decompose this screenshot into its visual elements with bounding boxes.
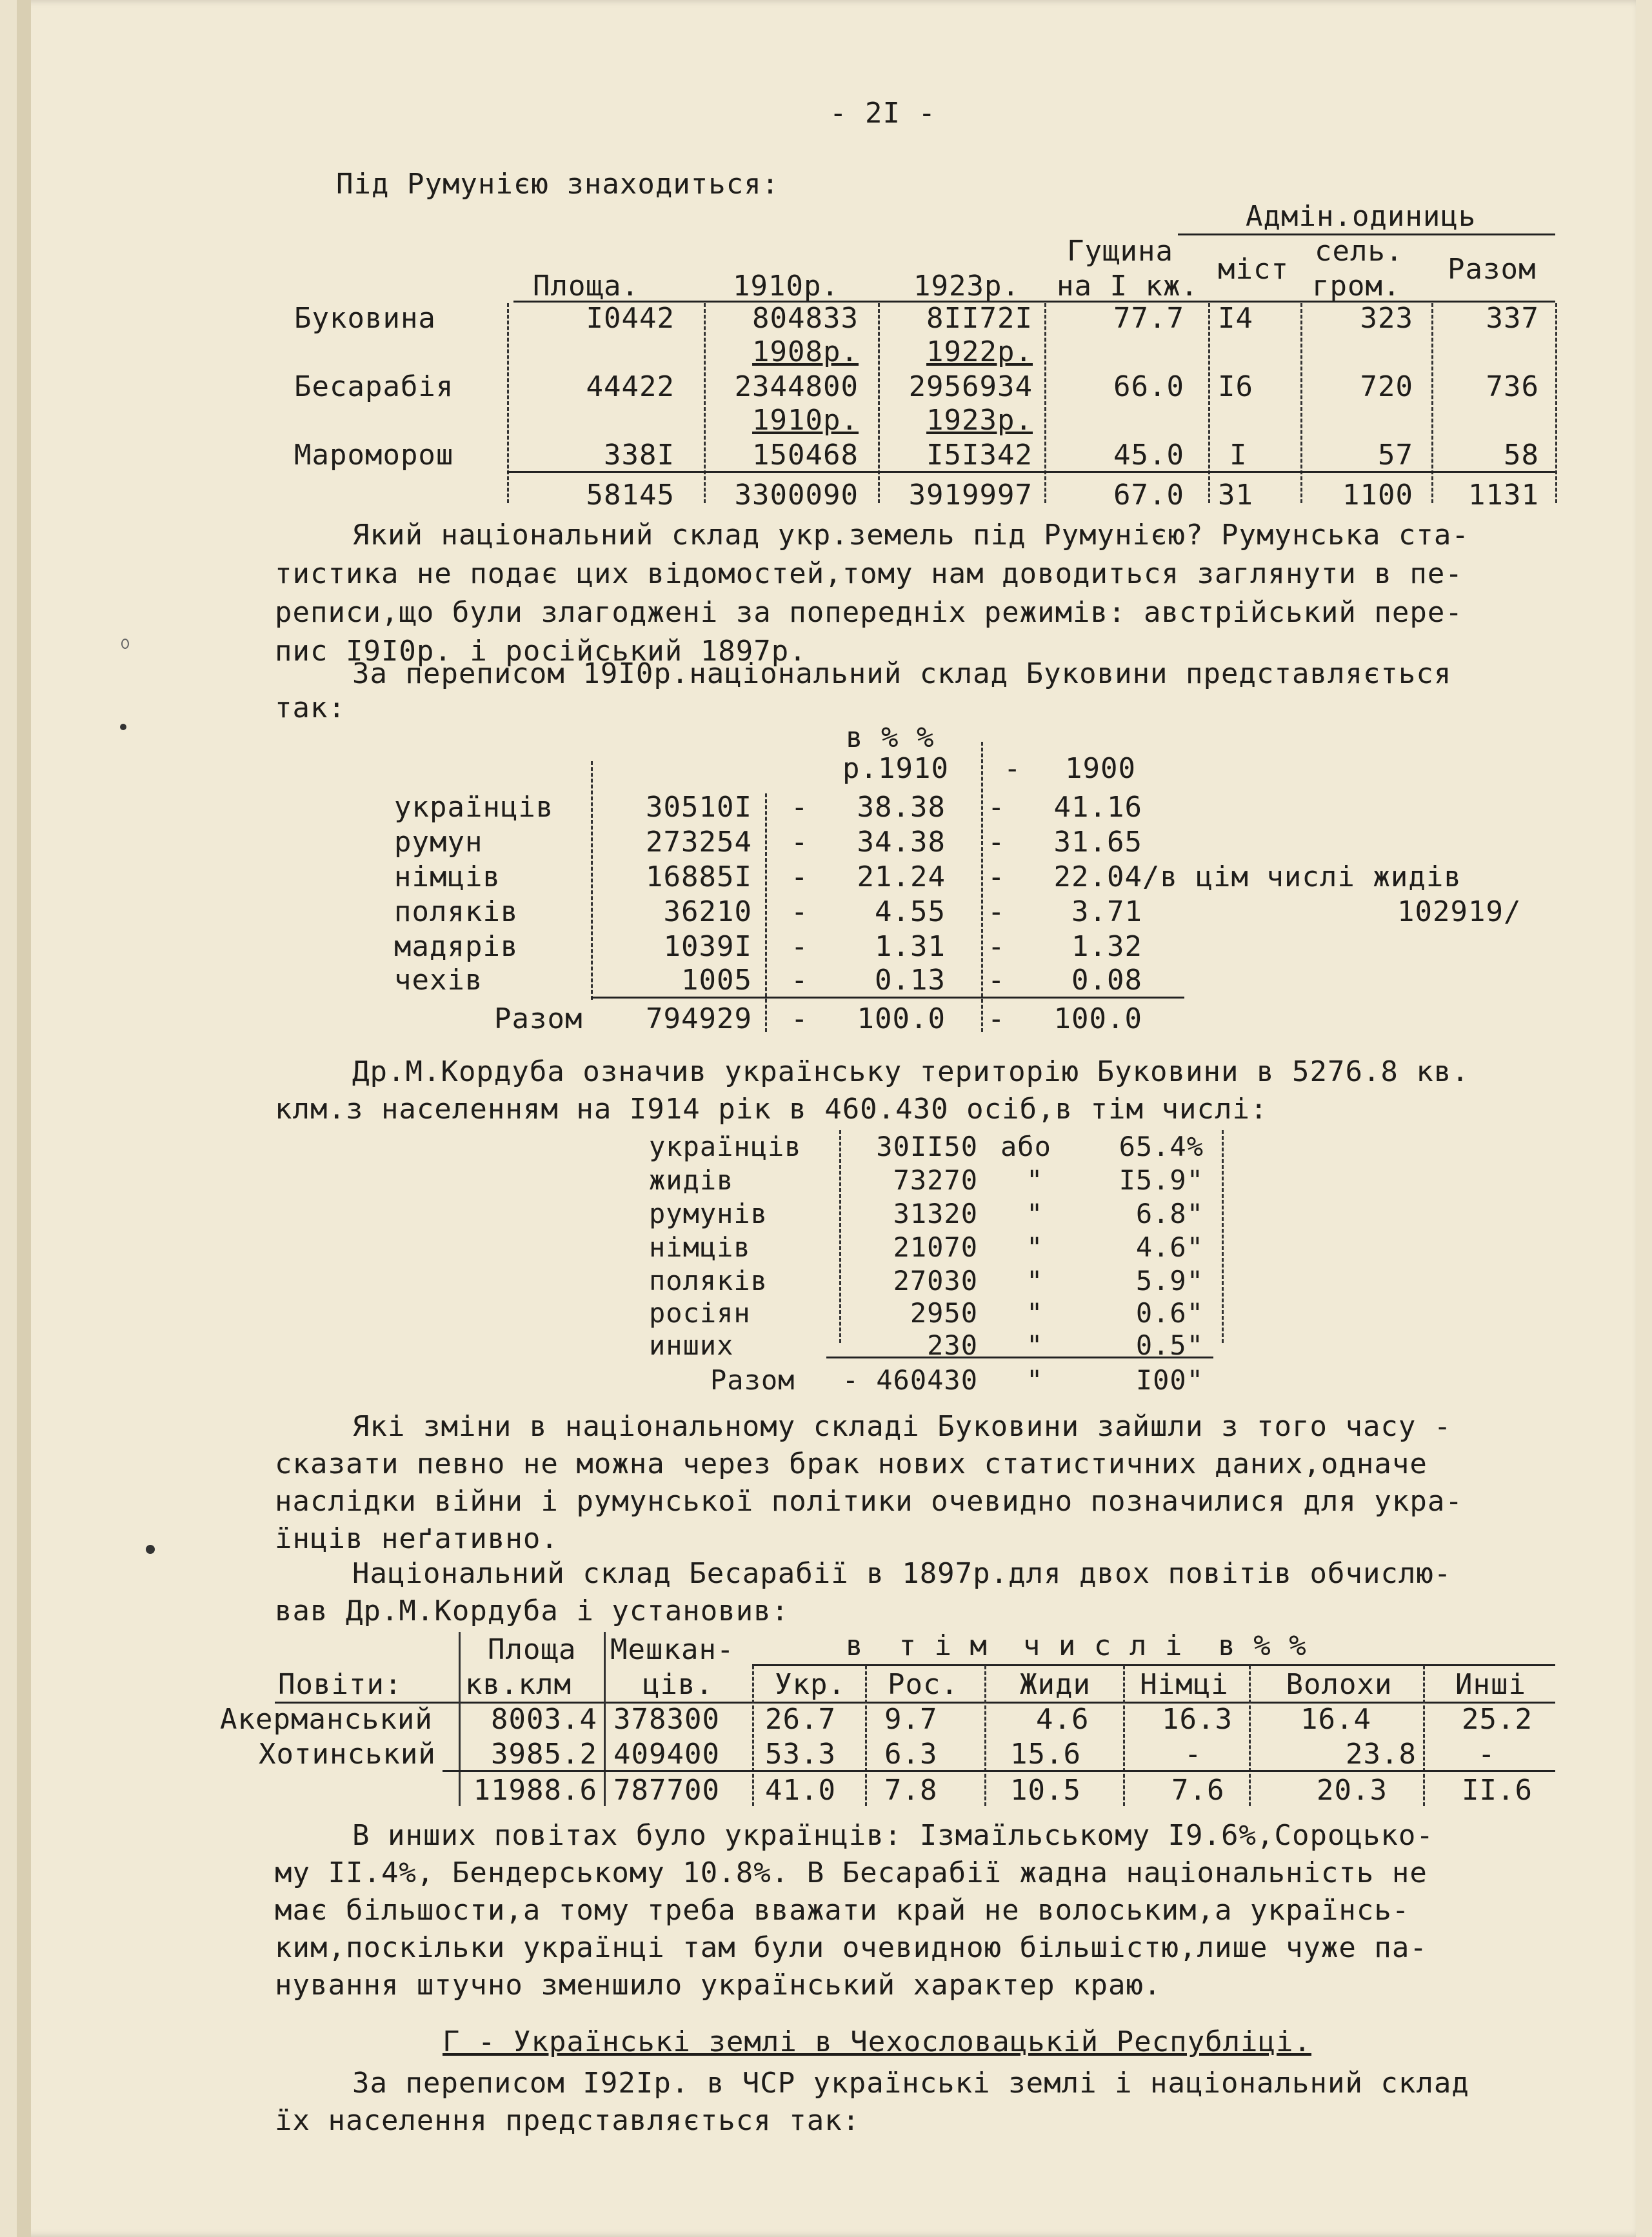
row-jews: 15.6 [1010, 1738, 1081, 1771]
col-header-jews: Жиди [1020, 1668, 1091, 1701]
text-line: так: [275, 691, 346, 724]
row-name: українців [649, 1131, 802, 1162]
total-villages: 1100 [1342, 479, 1413, 512]
row-dash: - [791, 895, 809, 928]
text-line: вав Др.М.Кордуба і установив: [275, 1595, 790, 1627]
total-1910: 3300090 [734, 479, 859, 512]
text-line: їх населення представляється так: [275, 2104, 861, 2137]
total-other: II.6 [1462, 1774, 1533, 1807]
text-line: має більшости,а тому треба вважати край не волоським,а українсь- [275, 1894, 1410, 1927]
row-towns: I [1229, 439, 1248, 472]
pct-header: в % % [846, 721, 935, 754]
total-towns: 31 [1218, 479, 1253, 512]
col-header-pop-1: Мешкан- [610, 1633, 735, 1666]
row-dash: - [988, 791, 1006, 824]
text-line: ким,поскільки українці там були очевидною більшістю,лише чуже па- [275, 1931, 1428, 1964]
total-pct: I00" [1135, 1364, 1204, 1396]
row-p1: 1.31 [875, 930, 946, 963]
text-line: Які зміни в національному складі Буковини зайшли з того часу - [352, 1410, 1452, 1443]
row-num: 31320 [893, 1198, 978, 1229]
col-header-rus: Рос. [888, 1668, 959, 1701]
row-towns: I4 [1218, 302, 1253, 335]
total-vol: 20.3 [1317, 1774, 1388, 1807]
text-line: клм.з населенням на I914 рік в 460.430 осіб,в тім числі: [275, 1093, 1268, 1126]
total-num: 794929 [646, 1002, 752, 1035]
total-density: 67.0 [1113, 479, 1184, 512]
row-num: 30II50 [876, 1131, 978, 1162]
row-density: 77.7 [1113, 302, 1184, 335]
row-1923: I5I342 [926, 439, 1033, 472]
row-name: мадярів [394, 930, 519, 963]
row-towns: I6 [1218, 370, 1253, 403]
row-dash: - [791, 826, 809, 859]
page-number: - 2I - [830, 97, 936, 130]
text-line: В инших повітах було українців: Ізмаїльському I9.6%,Сороцько- [352, 1819, 1434, 1852]
row-pop: 409400 [613, 1738, 720, 1771]
row-area: 338I [604, 439, 675, 472]
text-line: Який національний склад укр.земель під Румунією? Румунська ста- [352, 519, 1469, 552]
row-pop: 378300 [613, 1703, 720, 1736]
total-area: 58145 [586, 479, 675, 512]
row-q: " [1026, 1297, 1044, 1329]
row-name: українців [394, 791, 554, 824]
text-line: сказати певно не можна через брак нових статистичних даних,одначе [275, 1447, 1428, 1480]
total-name: Разом [494, 1002, 583, 1035]
row-area: 44422 [586, 370, 675, 403]
total-rus: 7.8 [884, 1774, 938, 1807]
row-num: 2950 [910, 1297, 978, 1329]
row-villages: 57 [1378, 439, 1413, 472]
row-jews: 4.6 [1036, 1703, 1090, 1736]
col-header-including: в т і м ч и с л і в % % [846, 1629, 1307, 1662]
total-germ: 7.6 [1171, 1774, 1225, 1807]
section-title: Г - Українські землі в Чехословацькій Республіці. [443, 2025, 1312, 2058]
row-area: I0442 [586, 302, 675, 335]
row-year-a: 1908р. [752, 335, 859, 368]
row-p2: 1.32 [1071, 930, 1142, 963]
intro-line: Під Румунією знаходиться: [336, 168, 780, 201]
col-header-density-2: на I кж. [1057, 270, 1199, 303]
row-num: 16885I [646, 860, 752, 893]
row-num: 21070 [893, 1231, 978, 1263]
row-num: 27030 [893, 1265, 978, 1297]
row-name: поляків [394, 895, 519, 928]
row-density: 45.0 [1113, 439, 1184, 472]
total-ukr: 41.0 [765, 1774, 836, 1807]
row-pct: I5.9" [1119, 1164, 1204, 1196]
row-villages: 720 [1360, 370, 1413, 403]
row-dash: - [791, 791, 809, 824]
row-p1: 0.13 [875, 964, 946, 997]
row-name: росіян [649, 1297, 751, 1329]
total-pop: 787700 [613, 1774, 720, 1807]
year-header-1: р.1910 [842, 752, 949, 785]
row-pct: 0.6" [1135, 1297, 1204, 1329]
row-name: чехів [394, 964, 483, 997]
row-pct: 65.4% [1119, 1131, 1204, 1162]
total-area: 11988.6 [473, 1774, 597, 1807]
row-name: жидів [649, 1164, 734, 1196]
row-num: 30510I [646, 791, 752, 824]
jews-note-1: /в цім числі жидів [1142, 860, 1462, 893]
row-p2: 3.71 [1071, 895, 1142, 928]
row-rus: 9.7 [884, 1703, 938, 1736]
jews-note-2: 102919/ [1397, 895, 1522, 928]
row-year-b: 1922р. [926, 335, 1033, 368]
row-vol: 16.4 [1300, 1703, 1371, 1736]
row-p1: 4.55 [875, 895, 946, 928]
col-header-1910: 1910р. [733, 270, 839, 303]
text-line: реписи,що були злагоджені за попередніх режимів: австрійський пере- [275, 596, 1463, 629]
row-name: Буковина [294, 302, 436, 335]
col-header-villages-2: гром. [1312, 270, 1401, 303]
col-header-density-1: Гущина [1067, 235, 1173, 268]
row-density: 66.0 [1113, 370, 1184, 403]
row-name: німців [649, 1231, 751, 1263]
row-name: поляків [649, 1265, 768, 1297]
row-dash: - [988, 930, 1006, 963]
row-name: Хотинський [259, 1738, 436, 1771]
adm-header: Адмін.одиниць [1246, 200, 1477, 233]
col-header-total: Разом [1448, 253, 1537, 286]
row-name: румун [394, 826, 483, 859]
row-pct: 5.9" [1135, 1265, 1204, 1297]
row-p1: 21.24 [857, 860, 946, 893]
col-header-ukr: Укр. [775, 1668, 846, 1701]
margin-mark [146, 1545, 155, 1554]
row-q: " [1026, 1231, 1044, 1263]
row-germ: 16.3 [1162, 1703, 1233, 1736]
row-total: 736 [1486, 370, 1539, 403]
total-p1: 100.0 [857, 1002, 946, 1035]
row-num: 73270 [893, 1164, 978, 1196]
row-dash: - [791, 1002, 809, 1035]
row-vol: 23.8 [1346, 1738, 1417, 1771]
page-edge [17, 0, 31, 2237]
year-header-2: 1900 [1065, 752, 1136, 785]
total-name: Разом [710, 1364, 795, 1396]
col-header-towns: міст [1218, 253, 1289, 286]
text-line: Національний склад Бесарабії в 1897р.для двох повітів обчислю- [352, 1557, 1452, 1590]
row-num: 1005 [681, 964, 752, 997]
row-p2: 41.16 [1053, 791, 1142, 824]
row-year-b: 1923р. [926, 404, 1033, 437]
row-pct: 4.6" [1135, 1231, 1204, 1263]
row-p2: 0.08 [1071, 964, 1142, 997]
row-ukr: 53.3 [765, 1738, 836, 1771]
row-1923: 2956934 [908, 370, 1033, 403]
text-line: За переписом I92Iр. в ЧСР українські землі і національний склад [352, 2067, 1469, 2100]
row-p1: 34.38 [857, 826, 946, 859]
row-name: Бесарабія [294, 370, 454, 403]
row-dash: - [988, 860, 1006, 893]
row-name: румунів [649, 1198, 768, 1229]
row-num: 273254 [646, 826, 752, 859]
text-line: пис I9I0р. і російський 1897р. [275, 635, 807, 668]
row-dash: - [988, 895, 1006, 928]
col-header-county: Повіти: [278, 1668, 403, 1701]
text-line: їнців неґативно. [275, 1522, 559, 1555]
row-q: " [1026, 1265, 1044, 1297]
row-area: 8003.4 [491, 1703, 597, 1736]
col-header-other: Инші [1455, 1668, 1526, 1701]
row-name: Акерманський [220, 1703, 433, 1736]
row-germ: - [1184, 1738, 1202, 1771]
total-1923: 3919997 [908, 479, 1033, 512]
row-1910: 2344800 [734, 370, 859, 403]
row-name: инших [649, 1329, 734, 1361]
row-1923: 8II72I [926, 302, 1033, 335]
col-header-area: Площа. [533, 270, 639, 303]
row-num: 230 [927, 1329, 978, 1361]
row-area: 3985.2 [491, 1738, 597, 1771]
row-dash: - [791, 860, 809, 893]
row-q: " [1026, 1329, 1044, 1361]
total-p2: 100.0 [1053, 1002, 1142, 1035]
row-q: або [1000, 1131, 1051, 1162]
row-name: Мароморош [294, 439, 454, 472]
margin-mark [121, 639, 129, 649]
row-num: 36210 [663, 895, 752, 928]
col-header-germ: Німці [1140, 1668, 1229, 1701]
row-pct: 0.5" [1135, 1329, 1204, 1361]
col-header-area-1: Площа [488, 1633, 577, 1666]
text-line: нування штучно зменшило український характер краю. [275, 1969, 1162, 2002]
col-header-pop-2: ців. [642, 1668, 713, 1701]
row-year-a: 1910р. [752, 404, 859, 437]
header-dash: - [1004, 752, 1022, 785]
row-total: 58 [1504, 439, 1539, 472]
document-page [17, 0, 1636, 2237]
row-dash: - [791, 964, 809, 997]
row-dash: - [988, 1002, 1006, 1035]
row-other: 25.2 [1462, 1703, 1533, 1736]
row-total: 337 [1486, 302, 1539, 335]
row-p2: 22.04 [1053, 860, 1142, 893]
text-line: му II.4%, Бендерському 10.8%. В Бесарабії жадна національність не [275, 1856, 1428, 1889]
col-header-vol: Волохи [1286, 1668, 1393, 1701]
row-dash: - [791, 930, 809, 963]
text-line: За переписом 19I0р.національний склад Буковини представляється [352, 657, 1452, 690]
row-rus: 6.3 [884, 1738, 938, 1771]
row-ukr: 26.7 [765, 1703, 836, 1736]
row-other: - [1478, 1738, 1496, 1771]
row-dash: - [988, 826, 1006, 859]
col-header-1923: 1923р. [913, 270, 1020, 303]
text-line: тистика не подає цих відомостей,тому нам доводиться заглянути в пе- [275, 557, 1463, 590]
col-header-villages-1: сель. [1315, 235, 1404, 268]
row-q: " [1026, 1198, 1044, 1229]
margin-mark [120, 724, 126, 730]
row-q: " [1026, 1164, 1044, 1196]
row-1910: 8048ЗЗ [752, 302, 859, 335]
row-villages: 323 [1360, 302, 1413, 335]
row-num: 1039I [663, 930, 752, 963]
total-q: " [1026, 1364, 1044, 1396]
total-jews: 10.5 [1010, 1774, 1081, 1807]
row-1910: 150468 [752, 439, 859, 472]
text-line: наслідки війни і румунської політики очевидно позначилися для укра- [275, 1485, 1463, 1518]
row-dash: - [988, 964, 1006, 997]
col-header-area-2: кв.клм [465, 1668, 572, 1701]
row-name: німців [394, 860, 501, 893]
row-pct: 6.8" [1135, 1198, 1204, 1229]
row-p2: 31.65 [1053, 826, 1142, 859]
total-num: - 460430 [842, 1364, 978, 1396]
row-p1: 38.38 [857, 791, 946, 824]
total-total: 1131 [1468, 479, 1539, 512]
text-line: Др.М.Кордуба означив українську територію Буковини в 5276.8 кв. [352, 1055, 1469, 1088]
